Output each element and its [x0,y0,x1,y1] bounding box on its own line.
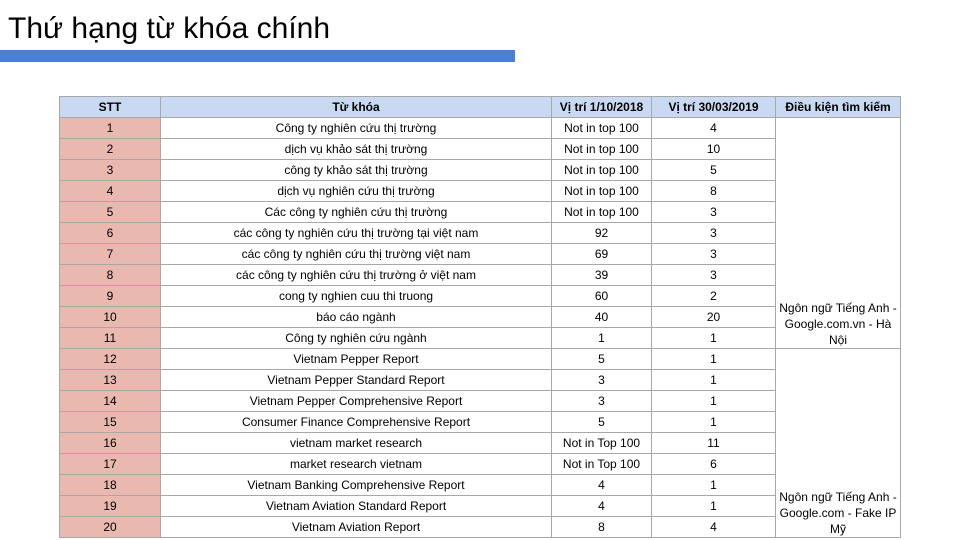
position-2018-cell: 5 [552,412,652,433]
table-row [60,370,901,391]
table-row [60,202,901,223]
stt-cell: 4 [60,181,161,202]
position-2018-cell: 3 [552,391,652,412]
table-row [60,412,901,433]
position-2018-cell: 69 [552,244,652,265]
title-underline-bar [0,50,515,62]
table-row [60,496,901,517]
position-2019-cell: 1 [652,412,776,433]
table-row [60,118,901,139]
position-2019-cell: 1 [652,475,776,496]
position-2019-cell: 20 [652,307,776,328]
position-2018-cell: 1 [552,328,652,349]
stt-cell: 7 [60,244,161,265]
keyword-ranking-table [59,96,901,538]
position-2019-cell: 3 [652,202,776,223]
header-keyword: Từ khóa [161,97,552,118]
position-2019-cell: 3 [652,223,776,244]
stt-cell: 16 [60,433,161,454]
position-2018-cell: 39 [552,265,652,286]
keyword-cell: Vietnam Pepper Comprehensive Report [161,391,552,412]
stt-cell: 3 [60,160,161,181]
keyword-cell: công ty khảo sát thị trường [161,160,552,181]
table-row [60,454,901,475]
keyword-cell: các công ty nghiên cứu thị trường tại việt nam [161,223,552,244]
keyword-cell: Vietnam Pepper Report [161,349,552,370]
position-2019-cell: 1 [652,496,776,517]
position-2019-cell: 11 [652,433,776,454]
slide-title: Thứ hạng từ khóa chính [8,12,331,45]
search-condition-cell: Ngôn ngữ Tiếng Anh - Google.com.vn - Hà Nội [776,118,901,349]
position-2018-cell: 8 [552,517,652,538]
position-2018-cell: Not in top 100 [552,139,652,160]
stt-cell: 5 [60,202,161,223]
keyword-cell: Vietnam Pepper Standard Report [161,370,552,391]
keyword-cell: Vietnam Aviation Standard Report [161,496,552,517]
table-row [60,181,901,202]
stt-cell: 18 [60,475,161,496]
stt-cell: 19 [60,496,161,517]
header-position-2019: Vị trí 30/03/2019 [652,97,776,118]
keyword-cell: các công ty nghiên cứu thị trường việt nam [161,244,552,265]
position-2018-cell: Not in top 100 [552,181,652,202]
table-row [60,286,901,307]
position-2018-cell: Not in Top 100 [552,433,652,454]
keyword-cell: Vietnam Aviation Report [161,517,552,538]
keyword-cell: vietnam market research [161,433,552,454]
position-2019-cell: 6 [652,454,776,475]
stt-cell: 13 [60,370,161,391]
position-2019-cell: 1 [652,391,776,412]
position-2018-cell: 92 [552,223,652,244]
position-2018-cell: 40 [552,307,652,328]
table-row [60,307,901,328]
table-row [60,265,901,286]
position-2019-cell: 2 [652,286,776,307]
table-header-row [60,97,901,118]
stt-cell: 2 [60,139,161,160]
stt-cell: 14 [60,391,161,412]
table-row [60,475,901,496]
search-condition-cell: Ngôn ngữ Tiếng Anh - Google.com - Fake IP Mỹ [776,349,901,538]
header-position-2018: Vị trí 1/10/2018 [552,97,652,118]
position-2019-cell: 10 [652,139,776,160]
stt-cell: 15 [60,412,161,433]
header-search-condition: Điều kiện tìm kiếm [776,97,901,118]
position-2018-cell: Not in top 100 [552,160,652,181]
table-row [60,433,901,454]
table-body [60,118,901,538]
position-2018-cell: 60 [552,286,652,307]
position-2018-cell: 5 [552,349,652,370]
keyword-cell: báo cáo ngành [161,307,552,328]
keyword-cell: cong ty nghien cuu thi truong [161,286,552,307]
keyword-cell: Các công ty nghiên cứu thị trường [161,202,552,223]
position-2019-cell: 3 [652,244,776,265]
stt-cell: 1 [60,118,161,139]
table-row [60,160,901,181]
position-2018-cell: 4 [552,496,652,517]
keyword-cell: Công ty nghiên cứu thị trường [161,118,552,139]
table-row [60,223,901,244]
position-2019-cell: 1 [652,349,776,370]
position-2018-cell: 3 [552,370,652,391]
stt-cell: 12 [60,349,161,370]
stt-cell: 6 [60,223,161,244]
position-2019-cell: 4 [652,118,776,139]
position-2018-cell: Not in top 100 [552,118,652,139]
keyword-cell: dịch vụ khảo sát thị trường [161,139,552,160]
keyword-cell: các công ty nghiên cứu thị trường ở việt nam [161,265,552,286]
position-2018-cell: Not in Top 100 [552,454,652,475]
keyword-cell: Vietnam Banking Comprehensive Report [161,475,552,496]
keyword-cell: Công ty nghiên cứu ngành [161,328,552,349]
table-row [60,349,901,370]
stt-cell: 17 [60,454,161,475]
position-2019-cell: 1 [652,370,776,391]
keyword-cell: dịch vụ nghiên cứu thị trường [161,181,552,202]
table-row [60,328,901,349]
stt-cell: 10 [60,307,161,328]
keyword-cell: market research vietnam [161,454,552,475]
stt-cell: 20 [60,517,161,538]
stt-cell: 9 [60,286,161,307]
table-row [60,391,901,412]
table-row [60,244,901,265]
position-2018-cell: Not in top 100 [552,202,652,223]
table-row [60,517,901,538]
stt-cell: 11 [60,328,161,349]
position-2019-cell: 1 [652,328,776,349]
position-2018-cell: 4 [552,475,652,496]
position-2019-cell: 8 [652,181,776,202]
stt-cell: 8 [60,265,161,286]
table-row [60,139,901,160]
position-2019-cell: 5 [652,160,776,181]
position-2019-cell: 4 [652,517,776,538]
position-2019-cell: 3 [652,265,776,286]
header-stt: STT [60,97,161,118]
keyword-cell: Consumer Finance Comprehensive Report [161,412,552,433]
